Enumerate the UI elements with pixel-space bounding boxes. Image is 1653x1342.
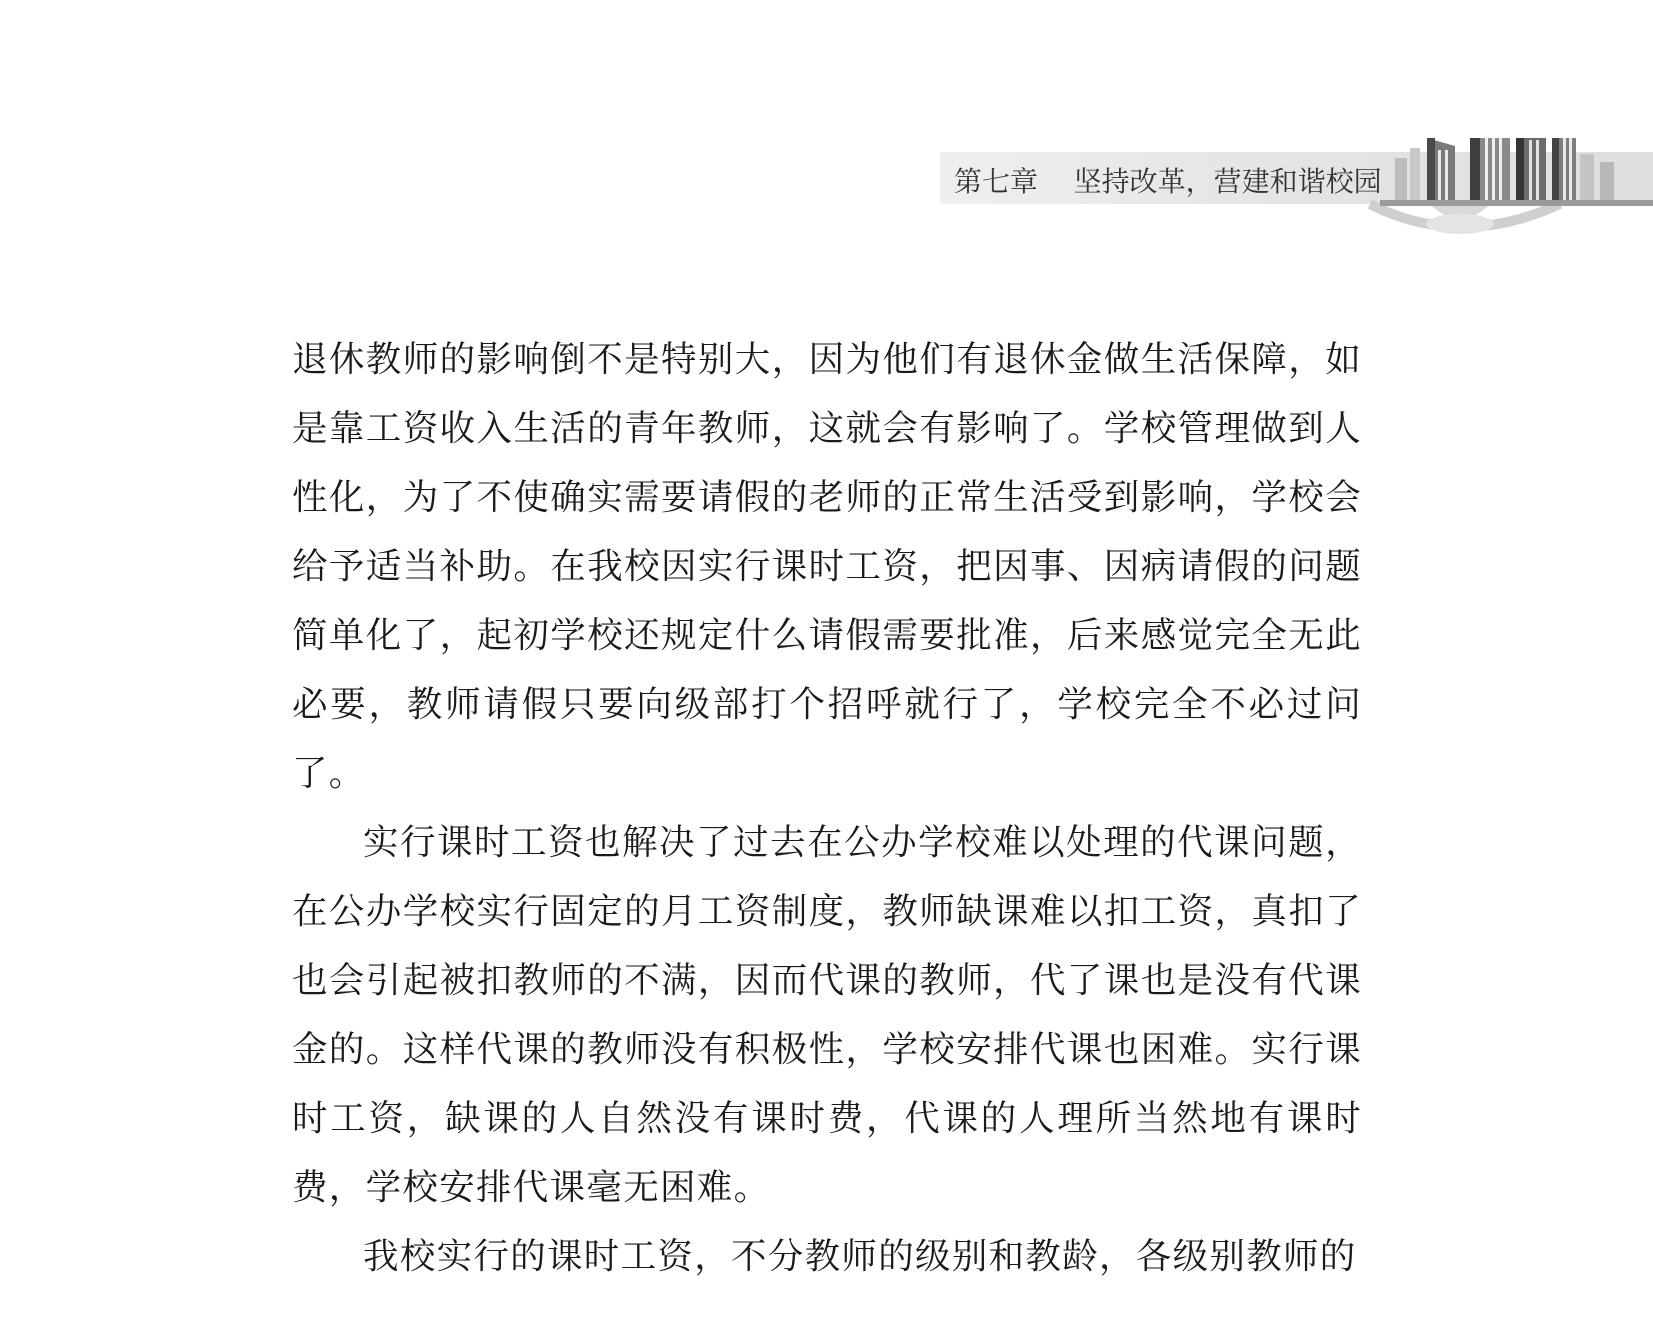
running-header	[940, 138, 1653, 258]
paragraph: 实行课时工资也解决了过去在公办学校难以处理的代课问题，在公办学校实行固定的月工资制度，教师缺课难以扣工资，真扣了也会引起被扣教师的不满，因而代课的教师，代了课也是没有代课金的。这样代课的教师没有积极性，学校安排代课也困难。实行课时工资，缺课的人自然没有课时费，代课的人理所当然地有课时费，学校安排代课毫无困难。	[292, 822, 1362, 1208]
body-text	[292, 325, 1362, 1291]
chapter-title: 第七章 坚持改革，营建和谐校园	[954, 165, 1382, 198]
paragraph: 我校实行的课时工资，不分教师的级别和教龄，各级别教师的	[363, 1236, 1357, 1277]
paragraph: 退休教师的影响倒不是特别大，因为他们有退休金做生活保障，如是靠工资收入生活的青年教师，这就会有影响了。学校管理做到人性化，为了不使确实需要请假的老师的正常生活受到影响，学校会给予适当补助。在我校因实行课时工资，把因事、因病请假的问题简单化了，起初学校还规定什么请假需要批准，后来感觉完全无此必要，教师请假只要向级部打个招呼就行了，学校完全不必过问了。	[292, 339, 1362, 794]
